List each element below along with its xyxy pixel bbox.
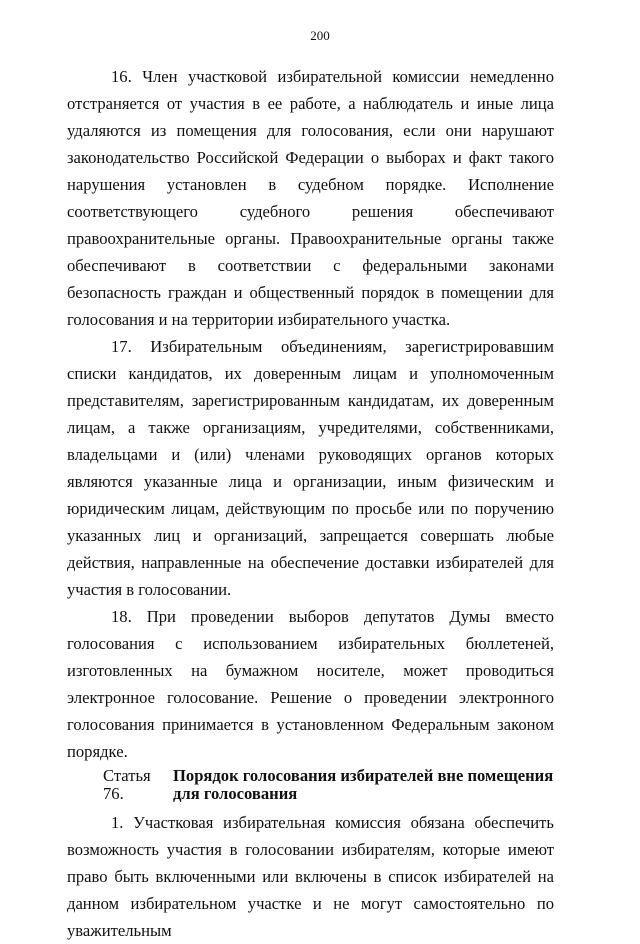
article-heading — [67, 767, 554, 803]
document-body — [67, 63, 554, 944]
page-number: 200 — [310, 28, 330, 43]
paragraph-17: 17. Избирательным объединениям, зарегистрировавшим списки кандидатов, их доверенным лицам и уполномоченным представителям, зарегистрированным кандидатам, их доверенным лицам, а также организациям, учредителями, собственниками, владельцами и (или) членами руководящих органов которых являются указанные лица и организации, иным физическим и юридическим лицам, действующим по просьбе или по поручению указанных лиц и организаций, запрещается совершать любые действия, направленные на обеспечение доставки избирателей для участия в голосовании. — [67, 337, 554, 599]
paragraph-16: 16. Член участковой избирательной комиссии немедленно отстраняется от участия в ее работе, а наблюдатель и иные лица удаляются из помещения для голосования, если они нарушают законодательство Российской Федерации о выборах и факт такого нарушения установлен в судебном порядке. Исполнение соответствующего судебного решения обеспечивают правоохранительные органы. Правоохранительные органы также обеспечивают в соответствии с федеральными законами безопасность граждан и общественный порядок в помещении для голосования и на территории избирательного участка. — [67, 67, 554, 329]
paragraph-18: 18. При проведении выборов депутатов Думы вместо голосования с использованием избирательных бюллетеней, изготовленных на бумажном носителе, может проводиться электронное голосование. Решение о проведении электронного голосования принимается в установленном Федеральным законом порядке. — [67, 607, 554, 761]
article-paragraph-1: 1. Участковая избирательная комиссия обязана обеспечить возможность участия в голосовании избирателям, которые имеют право быть включенными или включены в список избирателей на данном избирательном участке и не могут самостоятельно по уважительным — [67, 813, 554, 940]
article-number: Статья 76. — [103, 766, 151, 803]
article-title: Порядок голосования избирателей вне помещения для голосования — [173, 766, 554, 803]
